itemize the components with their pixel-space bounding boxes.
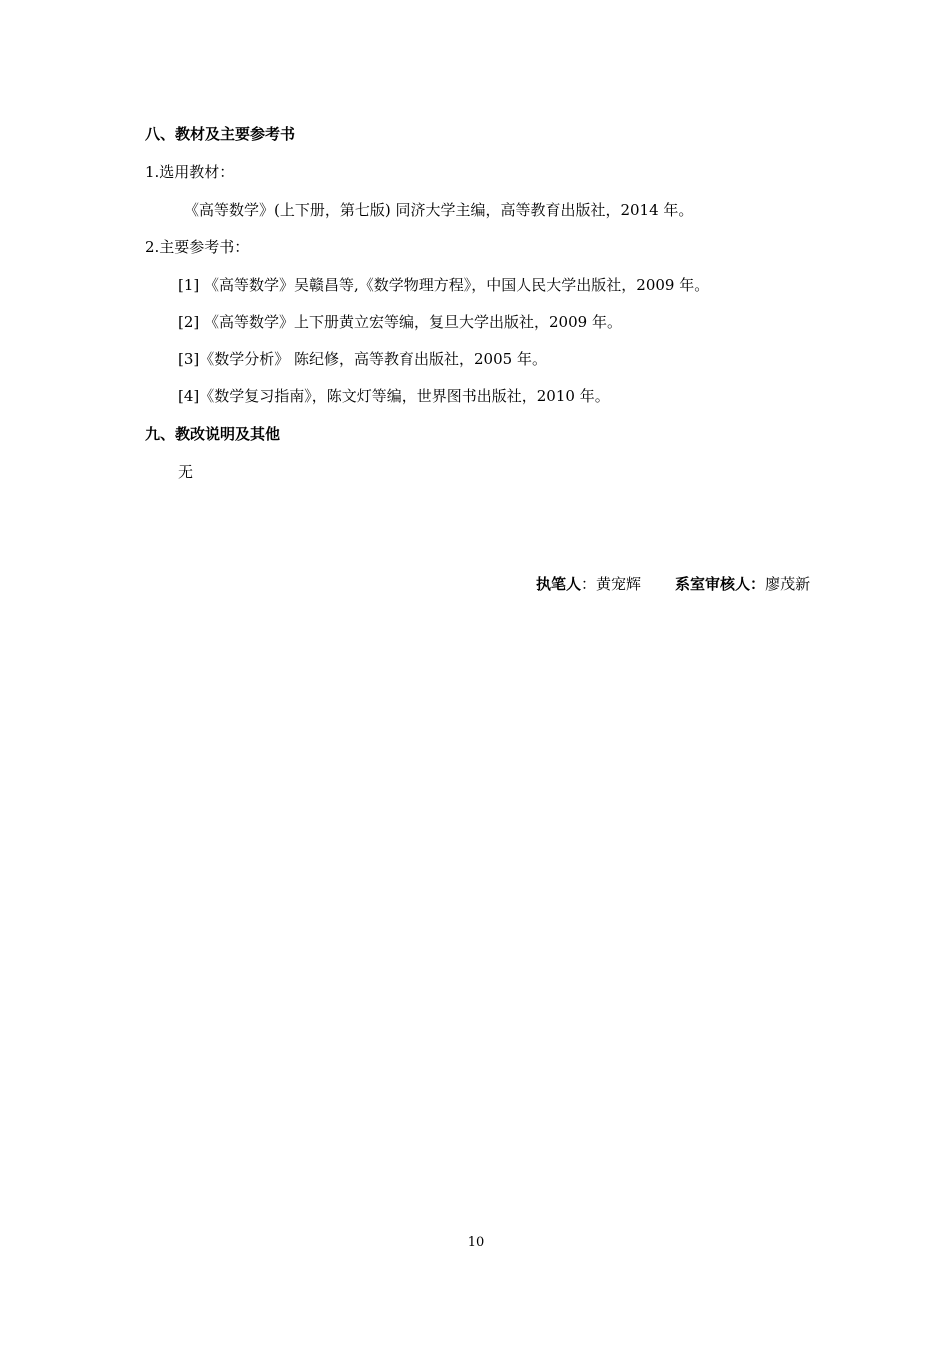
textbook-label: 1.选用教材： xyxy=(145,163,235,181)
reviewer-name: 廖茂新 xyxy=(765,575,811,593)
section-9-content: 无 xyxy=(178,463,194,481)
reference-item: [2] 《高等数学》上下册黄立宏等编，复旦大学出版社，2009 年。 xyxy=(178,313,622,331)
signature-line xyxy=(536,574,810,594)
reviewer-label: 系室审核人： xyxy=(675,575,766,593)
reference-item: [3]《数学分析》 陈纪修，高等教育出版社，2005 年。 xyxy=(178,350,547,368)
reference-item: [4]《数学复习指南》，陈文灯等编，世界图书出版社，2010 年。 xyxy=(178,387,610,405)
author-separator: ： xyxy=(581,575,597,593)
references-label: 2.主要参考书： xyxy=(145,238,250,256)
author-label: 执笔人 xyxy=(536,575,582,593)
section-9-heading: 九、教改说明及其他 xyxy=(145,425,281,443)
section-8-heading: 八、教材及主要参考书 xyxy=(145,125,296,143)
author-name: 黄宠辉 xyxy=(596,575,642,593)
reference-item: [1] 《高等数学》吴赣昌等,《数学物理方程》，中国人民大学出版社，2009 年。 xyxy=(178,276,710,294)
page-number: 10 xyxy=(467,1235,485,1250)
textbook-entry: 《高等数学》(上下册，第七版) 同济大学主编，高等教育出版社，2014 年。 xyxy=(184,201,694,219)
